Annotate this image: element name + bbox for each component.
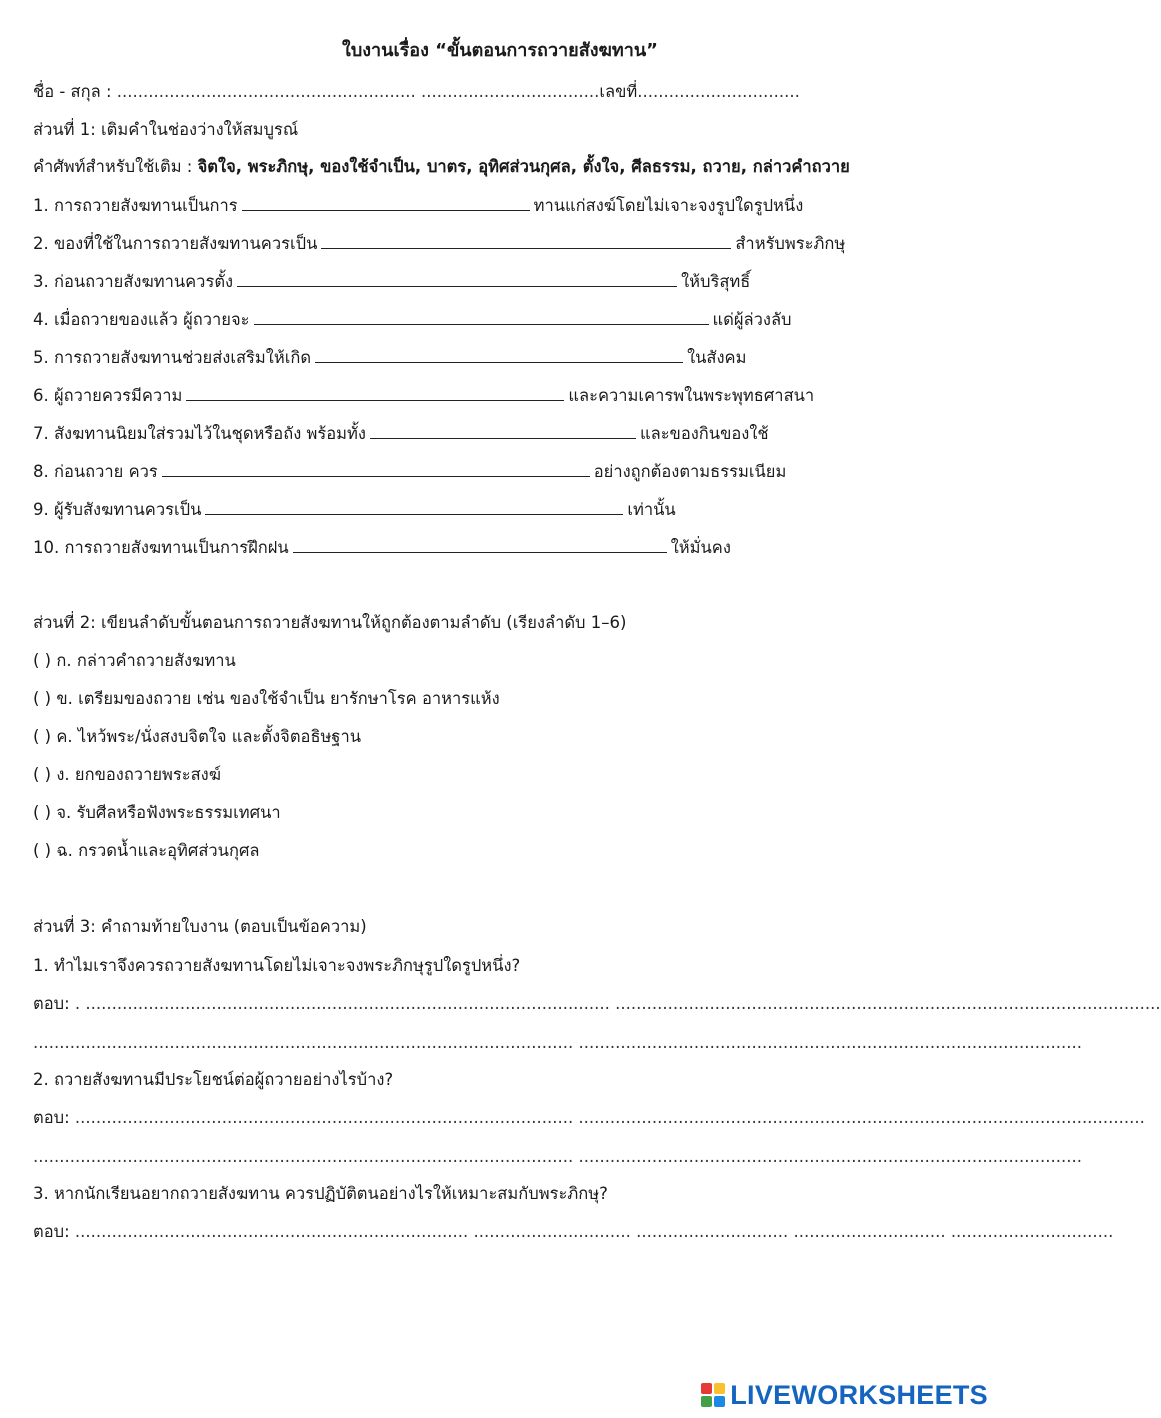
question-text: 1. ทำไมเราจึงควรถวายสังฆทานโดยไม่เจาะจงพระภิกษุรูปใดรูปหนึ่ง?: [33, 956, 521, 975]
fill-item-text: 4. เมื่อถวายของแล้ว ผู้ถวายจะ: [33, 310, 250, 329]
liveworksheets-logo[interactable]: [701, 1378, 988, 1412]
answer-line[interactable]: [33, 1031, 1082, 1055]
worksheet-title: ใบงานเรื่อง “ขั้นตอนการถวายสังฆทาน”: [342, 40, 658, 61]
fill-blank[interactable]: [237, 269, 677, 287]
part2-heading: ส่วนที่ 2: เขียนลำดับขั้นตอนการถวายสังฆทานให้ถูกต้องตามลำดับ (เรียงลำดับ 1–6): [33, 613, 627, 632]
fill-item-text: ในสังคม: [687, 348, 747, 367]
answer-label: ตอบ:: [33, 1108, 70, 1127]
answer-line[interactable]: [33, 992, 1161, 1016]
fill-item-text: เท่านั้น: [627, 500, 676, 519]
order-item[interactable]: ( ) ก. กล่าวคำถวายสังฆทาน: [33, 651, 236, 670]
answer-dots: ....................................................................................................... ................................................................................................: [33, 1033, 1082, 1052]
name-number-row: [33, 80, 970, 104]
answer-dots: . .................................................................................................... ........................................................................................................: [74, 994, 1161, 1013]
fill-item: [33, 193, 970, 218]
word-bank: [33, 155, 970, 179]
answer-dots: ........................................................................... .............................. ............................. ............................. ...............................: [74, 1222, 1114, 1241]
order-item[interactable]: ( ) จ. รับศีลหรือฟังพระธรรมเทศนา: [33, 803, 281, 822]
fill-item-text: 2. ของที่ใช้ในการถวายสังฆทานควรเป็น: [33, 234, 318, 253]
fill-item: [33, 383, 970, 408]
part1-heading: ส่วนที่ 1: เติมคำในช่องว่างให้สมบูรณ์: [33, 120, 299, 139]
fill-item-text: 6. ผู้ถวายควรมีความ: [33, 386, 183, 405]
part3-heading: ส่วนที่ 3: คำถามท้ายใบงาน (ตอบเป็นข้อความ): [33, 917, 367, 936]
fill-blank[interactable]: [205, 497, 623, 515]
answer-label: ตอบ:: [33, 994, 70, 1013]
fill-item: [33, 345, 970, 370]
fill-item-text: 5. การถวายสังฆทานช่วยส่งเสริมให้เกิด: [33, 348, 312, 367]
fill-blank[interactable]: [321, 231, 731, 249]
fill-item: [33, 497, 970, 522]
number-field[interactable]: ...............................: [637, 82, 800, 101]
fill-item: [33, 535, 970, 560]
fill-item-text: และความเคารพในพระพุทธศาสนา: [568, 386, 815, 405]
fill-item-text: สำหรับพระภิกษุ: [735, 234, 846, 253]
fill-item-text: 3. ก่อนถวายสังฆทานควรตั้ง: [33, 272, 234, 291]
order-item[interactable]: ( ) ง. ยกของถวายพระสงฆ์: [33, 765, 221, 784]
fill-item: [33, 231, 970, 256]
order-item[interactable]: ( ) ค. ไหว้พระ/นั่งสงบจิตใจ และตั้งจิตอธิษฐาน: [33, 727, 362, 746]
fill-item-text: ทานแก่สงฆ์โดยไม่เจาะจงรูปใดรูปหนึ่ง: [533, 196, 804, 215]
fill-item-text: ให้มั่นคง: [670, 538, 731, 557]
fill-item-text: 9. ผู้รับสังฆทานควรเป็น: [33, 500, 202, 519]
name-field[interactable]: ......................................................... ..................................: [116, 82, 600, 101]
fill-blank[interactable]: [186, 383, 564, 401]
answer-label: ตอบ:: [33, 1222, 70, 1241]
fill-item: [33, 269, 970, 294]
fill-item-text: และของกินของใช้: [639, 424, 769, 443]
fill-blank[interactable]: [242, 193, 530, 211]
answer-line[interactable]: [33, 1145, 1082, 1169]
fill-blank[interactable]: [293, 535, 667, 553]
answer-dots: ............................................................................................... ............................................................................................................: [74, 1108, 1145, 1127]
answer-dots: ....................................................................................................... ................................................................................................: [33, 1147, 1082, 1166]
fill-blank[interactable]: [315, 345, 683, 363]
fill-item-text: 10. การถวายสังฆทานเป็นการฝึกฝน: [33, 538, 289, 557]
fill-blank[interactable]: [370, 421, 636, 439]
fill-blank[interactable]: [254, 307, 709, 325]
fill-item-text: 8. ก่อนถวาย ควร: [33, 462, 158, 481]
word-bank-words: จิตใจ, พระภิกษุ, ของใช้จำเป็น, บาตร, อุทิศส่วนกุศล, ตั้งใจ, ศีลธรรม, ถวาย, กล่าวคำถวาย: [197, 157, 850, 176]
answer-line[interactable]: [33, 1106, 1145, 1130]
answer-line[interactable]: [33, 1220, 1114, 1244]
logo-mark-icon: [701, 1383, 725, 1407]
fill-item-text: แด่ผู้ล่วงลับ: [712, 310, 792, 329]
fill-item: [33, 421, 970, 446]
order-item[interactable]: ( ) ฉ. กรวดน้ำและอุทิศส่วนกุศล: [33, 841, 260, 860]
fill-item: [33, 459, 970, 484]
order-item[interactable]: ( ) ข. เตรียมของถวาย เช่น ของใช้จำเป็น ยารักษาโรค อาหารแห้ง: [33, 689, 500, 708]
fill-item: [33, 307, 970, 332]
name-label: ชื่อ - สกุล :: [33, 82, 112, 101]
fill-blank[interactable]: [162, 459, 590, 477]
fill-item-text: 7. สังฆทานนิยมใส่รวมไว้ในชุดหรือถัง พร้อมทั้ง: [33, 424, 366, 443]
question-text: 3. หากนักเรียนอยากถวายสังฆทาน ควรปฏิบัติตนอย่างไรให้เหมาะสมกับพระภิกษุ?: [33, 1184, 608, 1203]
logo-text: LIVEWORKSHEETS: [730, 1379, 988, 1410]
number-label: เลขที่: [599, 82, 638, 101]
word-bank-label: คำศัพท์สำหรับใช้เติม :: [33, 157, 193, 176]
fill-item-text: ให้บริสุทธิ์: [681, 272, 751, 291]
question-text: 2. ถวายสังฆทานมีประโยชน์ต่อผู้ถวายอย่างไรบ้าง?: [33, 1070, 394, 1089]
fill-item-text: อย่างถูกต้องตามธรรมเนียม: [593, 462, 787, 481]
fill-item-text: 1. การถวายสังฆทานเป็นการ: [33, 196, 238, 215]
